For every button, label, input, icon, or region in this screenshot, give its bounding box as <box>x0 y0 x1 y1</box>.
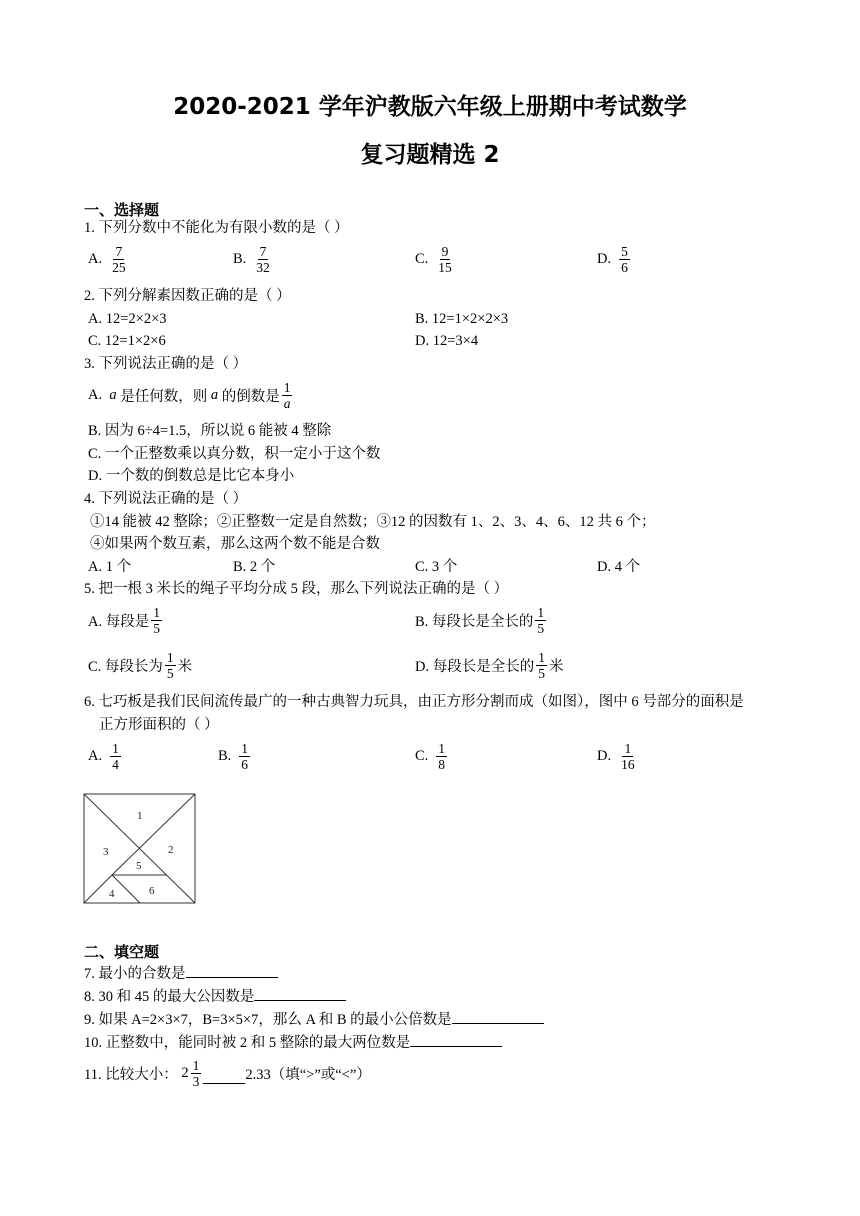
page-title-line2: 复习题精选 2 <box>360 142 500 168</box>
answer-blank[interactable] <box>254 986 346 1001</box>
question-4-statement-line1: ①14 能被 42 整除；②正整数一定是自然数；③12 的因数有 1、2、3、4、6、12 共 6 个； <box>90 514 656 530</box>
question-2-option-b: B. 12=1×2×2×3 <box>415 311 509 327</box>
section-heading-choice: 一、选择题 <box>84 201 160 219</box>
fraction: $\frac{1}{5}$ <box>153 605 160 636</box>
question-2-option-c: C. 12=1×2×6 <box>88 333 166 349</box>
fraction: $\frac{7}{32}$ <box>256 244 270 275</box>
question-2-stem: 2. 下列分解素因数正确的是（ ） <box>84 288 291 304</box>
question-1-option-d: D. $\frac{5}{6}$ <box>597 244 628 275</box>
question-6-option-b: B. $\frac{1}{6}$ <box>218 741 249 772</box>
question-2-option-d: D. 12=3×4 <box>415 333 479 349</box>
fraction: $\frac{1}{5}$ <box>538 650 545 681</box>
tangram-label-6: 6 <box>149 885 155 897</box>
tangram-label-4: 4 <box>109 888 115 900</box>
question-3-stem: 3. 下列说法正确的是（ ） <box>84 356 248 372</box>
question-1-option-b: B. $\frac{7}{32}$ <box>233 244 270 275</box>
tangram-label-1: 1 <box>137 810 143 822</box>
answer-blank[interactable] <box>186 963 278 978</box>
section-heading-fill: 二、填空题 <box>84 943 160 961</box>
question-5-option-c: C. 每段长为 $\frac{1}{5}$ 米 <box>88 650 193 681</box>
question-11: 11. 比较大小： 2 $\frac{1}{3}$ 2.33（填“>”或“<”） <box>84 1058 371 1089</box>
question-4-option-a: A. 1 个 <box>88 559 132 575</box>
question-10: 10. 正整数中，能同时被 2 和 5 整除的最大两位数是 <box>84 1032 502 1052</box>
question-9: 9. 如果 A=2×3×7，B=3×5×7，那么 A 和 B 的最小公倍数是 <box>84 1009 544 1029</box>
question-5-option-a: A. 每段是 $\frac{1}{5}$ <box>88 605 160 636</box>
question-3-option-d: D. 一个数的倒数总是比它本身小 <box>88 468 295 484</box>
fraction: $\frac{5}{6}$ <box>621 244 628 275</box>
question-5-stem: 5. 把一根 3 米长的绳子平均分成 5 段，那么下列说法正确的是（ ） <box>84 581 509 597</box>
question-3-option-a: A. a 是任何数，则 a 的倒数是 $\frac{1}{a}$ <box>88 380 291 411</box>
question-1-option-c: C. $\frac{9}{15}$ <box>415 244 452 275</box>
fraction: $\frac{9}{15}$ <box>438 244 452 275</box>
question-6-option-c: C. $\frac{1}{8}$ <box>415 741 446 772</box>
question-4-stem: 4. 下列说法正确的是（ ） <box>84 491 248 507</box>
question-6-option-d: D. $\frac{1}{16}$ <box>597 741 635 772</box>
question-8: 8. 30 和 45 的最大公因数是 <box>84 986 346 1006</box>
question-4-statement-line2: ④如果两个数互素，那么这两个数不能是合数 <box>90 536 380 552</box>
fraction: $\frac{1}{5}$ <box>166 650 174 681</box>
fraction: $\frac{1}{3}$ <box>192 1058 200 1089</box>
question-3-option-c: C. 一个正整数乘以真分数，积一定小于这个数 <box>88 446 381 462</box>
question-5-option-b: B. 每段长是全长的 $\frac{1}{5}$ <box>415 605 545 636</box>
answer-blank[interactable] <box>410 1032 502 1047</box>
question-4-option-c: C. 3 个 <box>415 559 458 575</box>
answer-blank[interactable] <box>203 1069 245 1084</box>
tangram-label-3: 3 <box>103 846 109 858</box>
question-4-option-b: B. 2 个 <box>233 559 276 575</box>
tangram-label-2: 2 <box>168 844 174 856</box>
question-6-stem-line1: 6. 七巧板是我们民间流传最广的一种古典智力玩具，由正方形分割而成（如图），图中 6 号部分的面积是 <box>84 694 744 710</box>
question-1-option-a: A. $\frac{7}{25}$ <box>88 244 126 275</box>
question-1-stem: 1. 下列分数中不能化为有限小数的是（ ） <box>84 220 349 236</box>
fraction: $\frac{1}{16}$ <box>621 741 635 772</box>
question-6-stem-line2: 正方形面积的（ ） <box>99 717 219 733</box>
fraction: $\frac{1}{8}$ <box>438 741 446 772</box>
question-7: 7. 最小的合数是 <box>84 963 278 983</box>
question-2-option-a: A. 12=2×2×3 <box>88 311 167 327</box>
tangram-label-5: 5 <box>136 860 142 872</box>
tangram-figure <box>83 793 197 905</box>
fraction: $\frac{7}{25}$ <box>112 244 126 275</box>
question-5-option-d: D. 每段长是全长的 $\frac{1}{5}$ 米 <box>415 650 564 681</box>
tangram-lower-diagonal <box>112 875 140 903</box>
question-4-option-d: D. 4 个 <box>597 559 641 575</box>
page-title-line1: 2020-2021 学年沪教版六年级上册期中考试数学 <box>173 94 687 120</box>
question-6-option-a: A. $\frac{1}{4}$ <box>88 741 119 772</box>
fraction: $\frac{1}{5}$ <box>537 605 545 636</box>
fraction: $\frac{1}{6}$ <box>241 741 249 772</box>
answer-blank[interactable] <box>452 1009 544 1024</box>
question-3-option-b: B. 因为 6÷4=1.5，所以说 6 能被 4 整除 <box>88 423 332 439</box>
tangram-corner-cut <box>84 875 112 903</box>
fraction: $\frac{1}{a}$ <box>283 380 291 411</box>
fraction: $\frac{1}{4}$ <box>112 741 119 772</box>
